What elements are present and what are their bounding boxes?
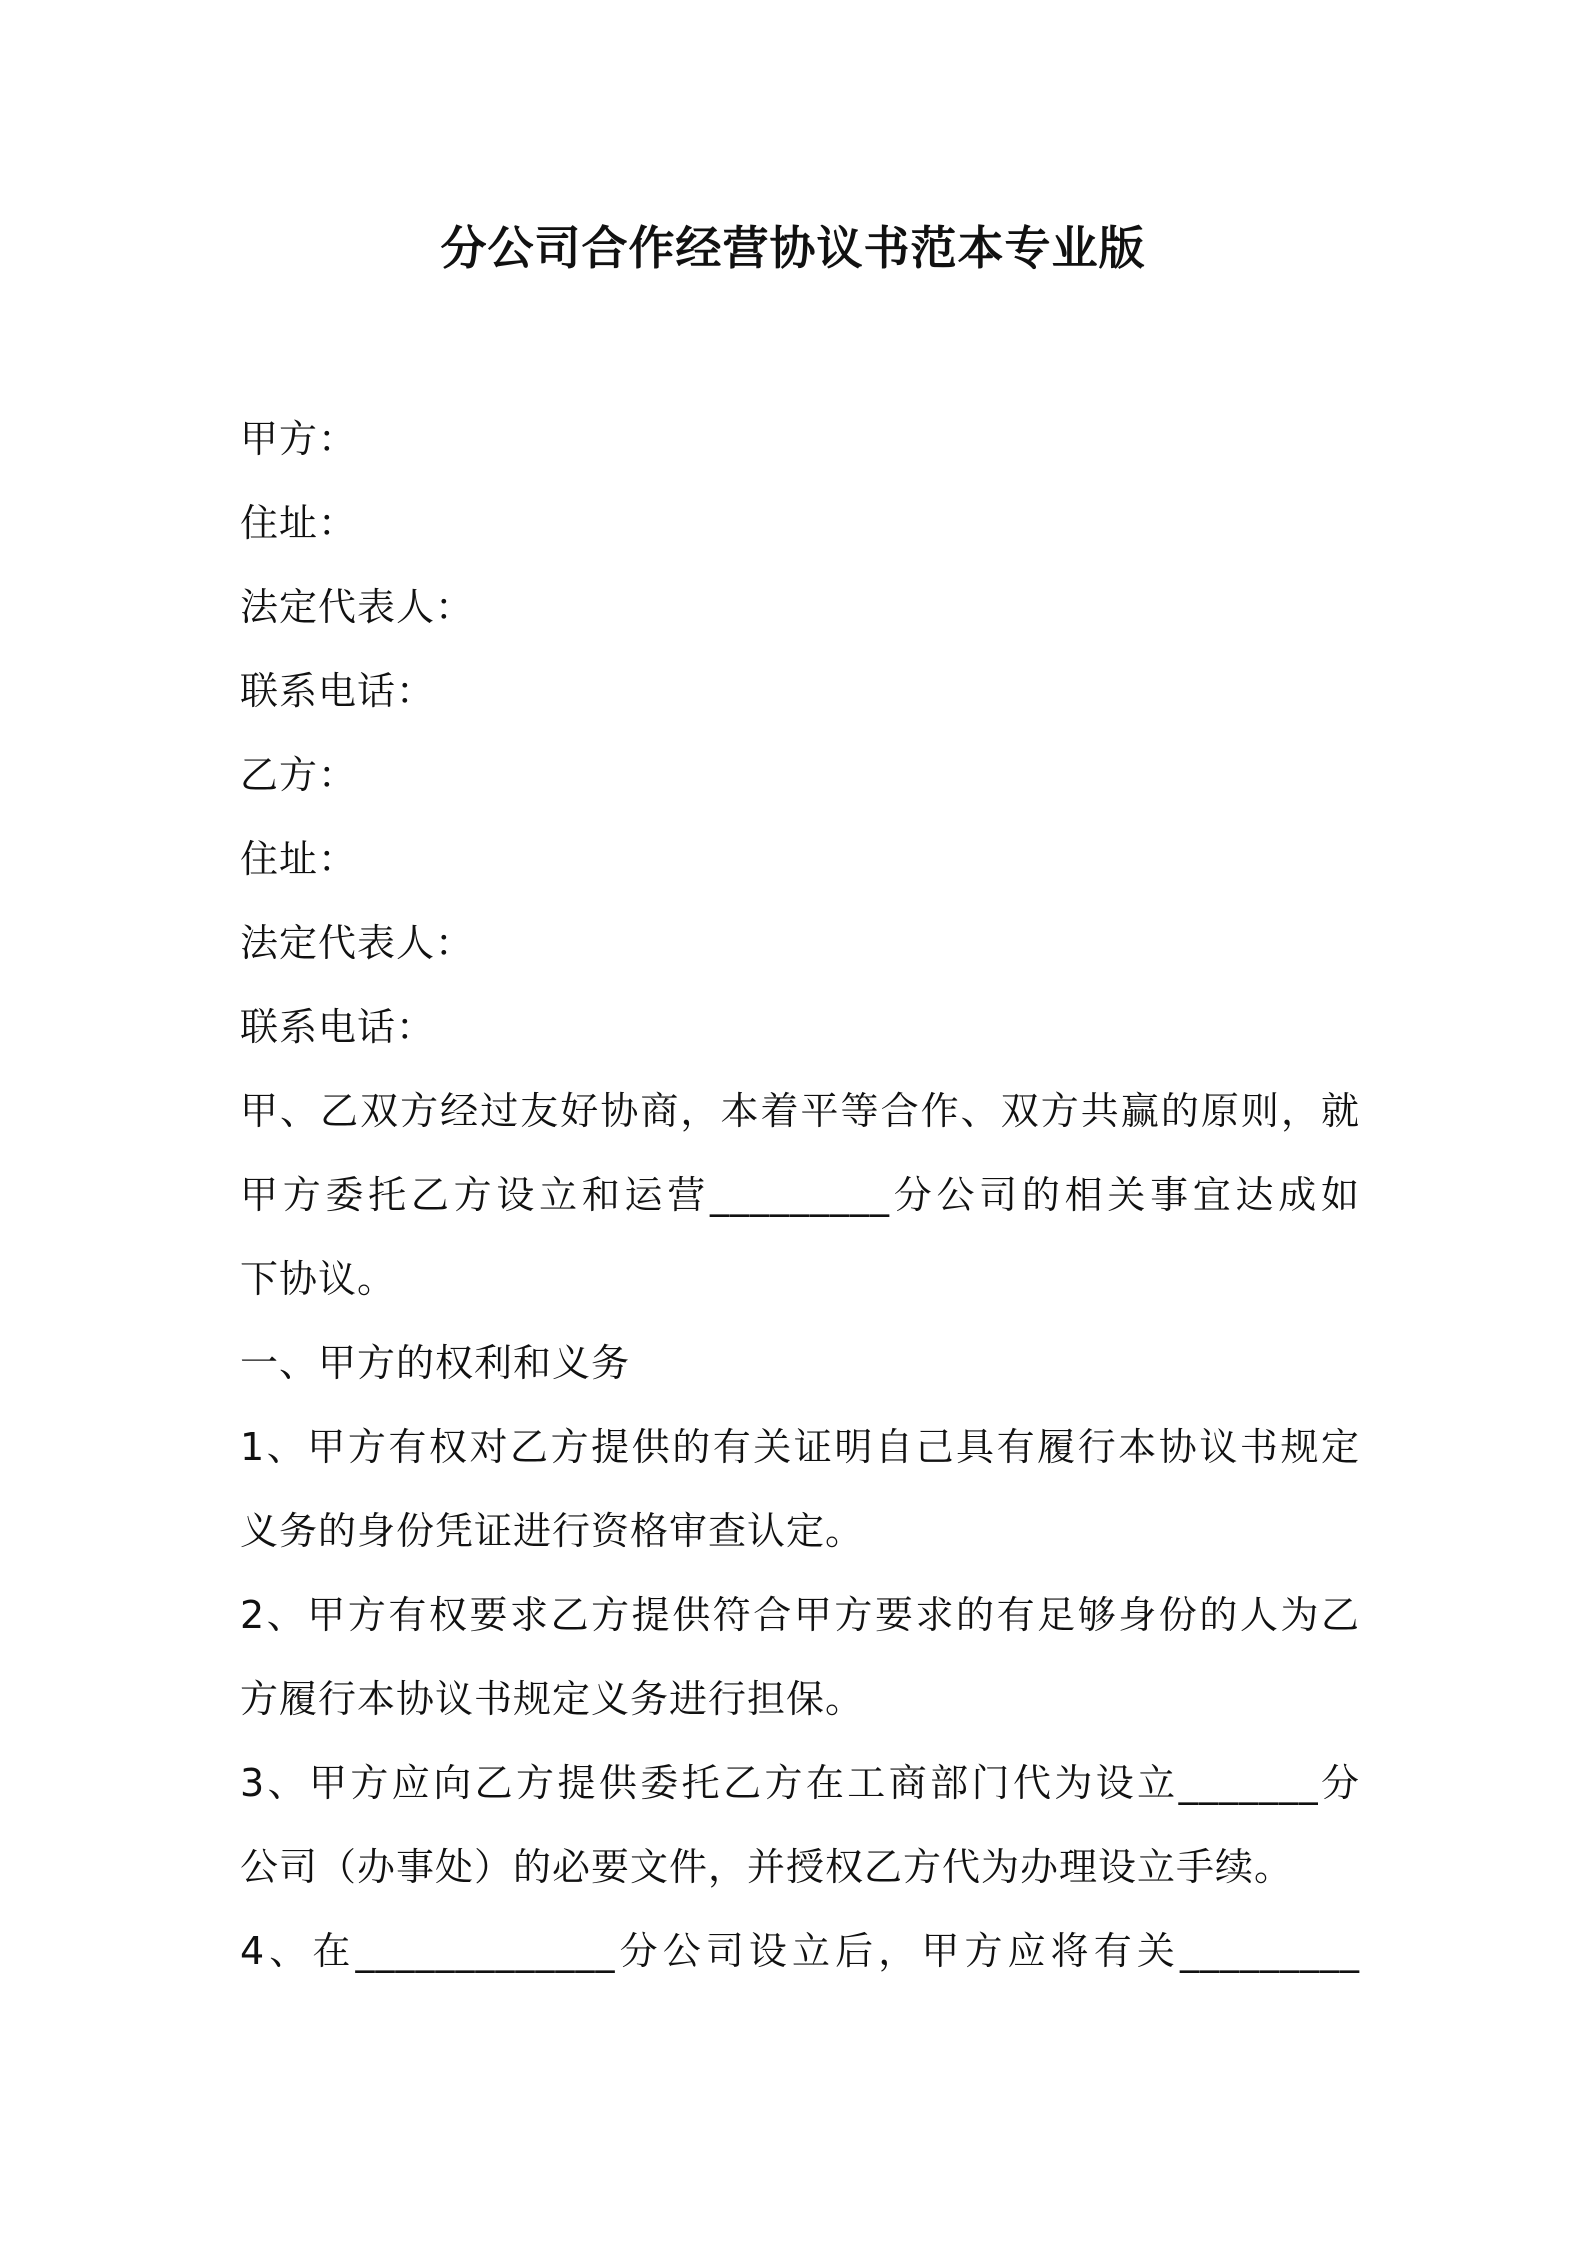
document-body	[240, 397, 1360, 1993]
body-line: 义务的身份凭证进行资格审查认定。	[240, 1509, 865, 1553]
body-line: 住址：	[240, 837, 358, 881]
body-line: 联系电话：	[240, 669, 436, 713]
body-line: 乙方：	[240, 753, 358, 797]
body-line: 一、甲方的权利和义务	[240, 1341, 631, 1385]
body-line: 甲、乙双方经过友好协商，本着平等合作、双方共赢的原则，就	[240, 1089, 1360, 1133]
body-line: 2、甲方有权要求乙方提供符合甲方要求的有足够身份的人为乙	[240, 1593, 1360, 1637]
body-line: 下协议。	[240, 1257, 397, 1301]
body-line: 甲方：	[240, 417, 358, 461]
body-line: 1、甲方有权对乙方提供的有关证明自己具有履行本协议书规定	[240, 1425, 1360, 1469]
body-line: 联系电话：	[240, 1005, 436, 1049]
document-title: 分公司合作经营协议书范本专业版	[440, 221, 1146, 275]
body-line: 方履行本协议书规定义务进行担保。	[240, 1677, 865, 1721]
body-line: 3、甲方应向乙方提供委托乙方在工商部门代为设立_______分	[240, 1761, 1360, 1805]
body-line: 甲方委托乙方设立和运营_________分公司的相关事宜达成如	[240, 1173, 1360, 1217]
body-line: 法定代表人：	[240, 921, 475, 965]
body-line: 法定代表人：	[240, 585, 475, 629]
body-line: 住址：	[240, 501, 358, 545]
body-line: 4、在_____________分公司设立后，甲方应将有关_________	[240, 1929, 1360, 1973]
body-line: 公司（办事处）的必要文件，并授权乙方代为办理设立手续。	[240, 1845, 1294, 1889]
